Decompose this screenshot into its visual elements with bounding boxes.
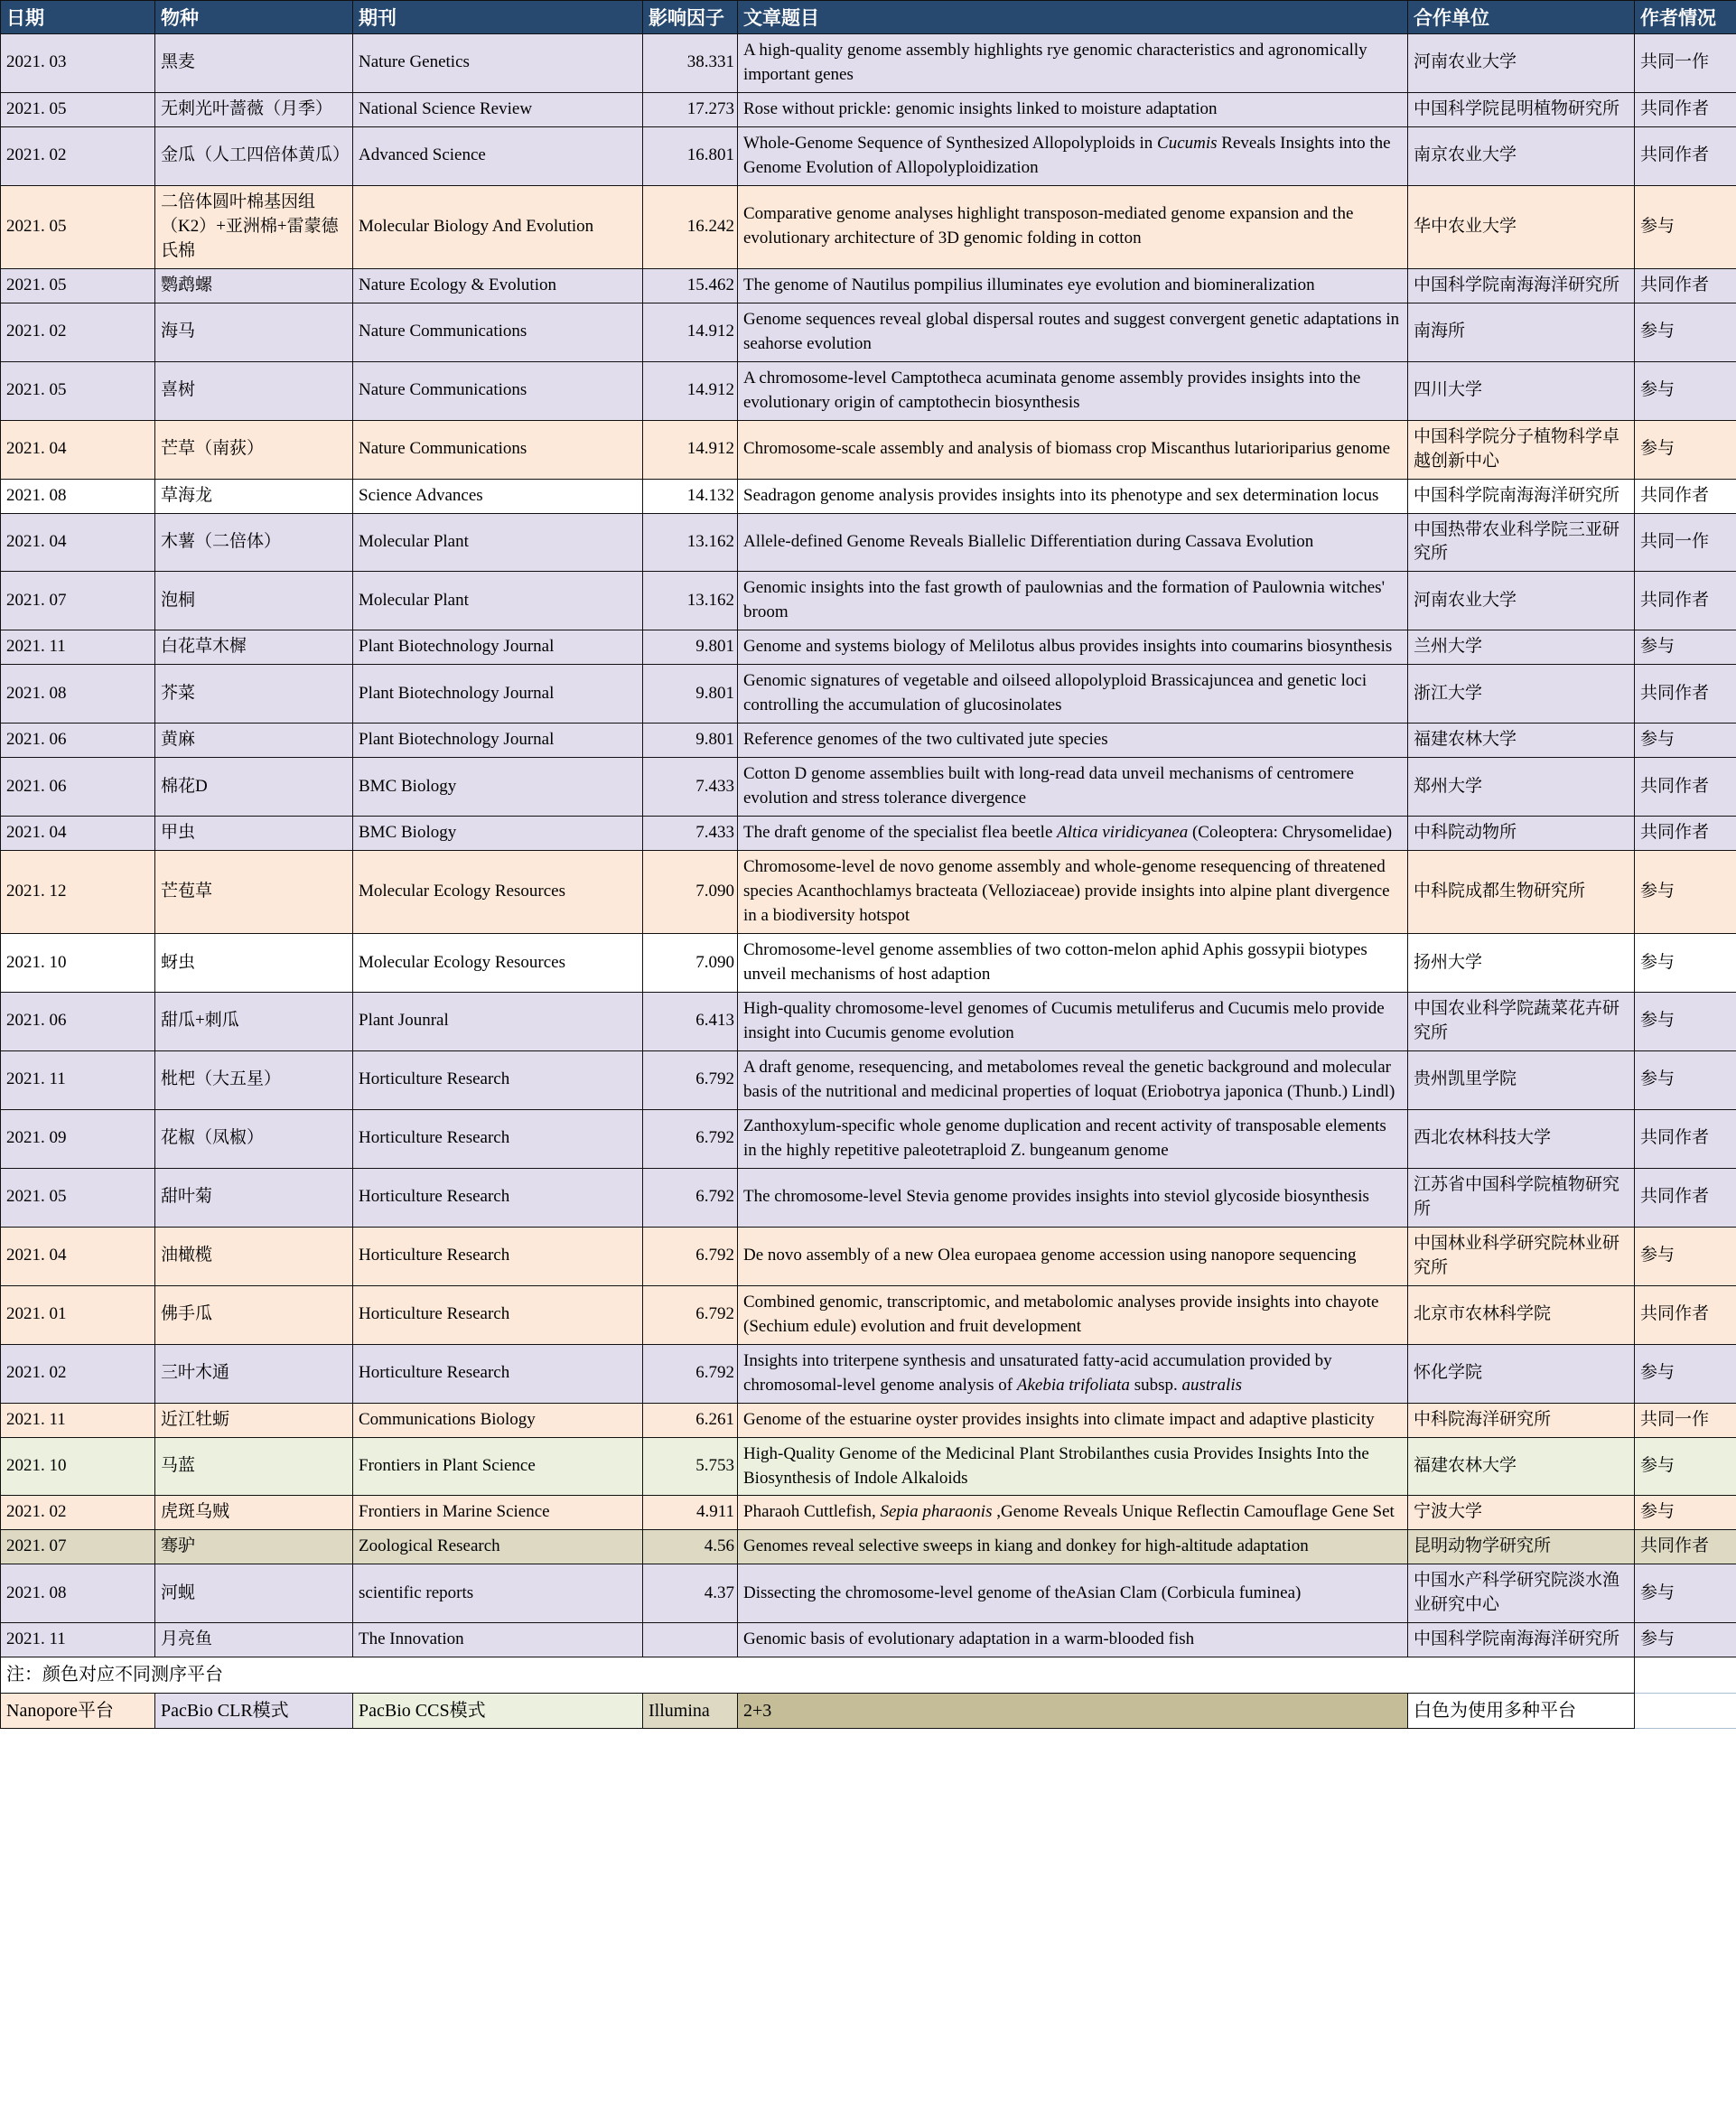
- cell-species: 甜瓜+刺瓜: [155, 993, 353, 1051]
- cell-species: 白花草木樨: [155, 630, 353, 665]
- cell-species: 木薯（二倍体）: [155, 513, 353, 572]
- table-row: [1, 1530, 1736, 1564]
- cell-journal: Nature Ecology & Evolution: [353, 268, 643, 303]
- cell-institution: 福建农林大学: [1408, 724, 1635, 758]
- legend-item-pacbio_ccs: PacBio CCS模式: [353, 1693, 643, 1728]
- cell-role: 共同作者: [1635, 1109, 1736, 1168]
- cell-species: 二倍体圆叶棉基因组（K2）+亚洲棉+雷蒙德氏棉: [155, 185, 353, 268]
- cell-title: Chromosome-level genome assemblies of two cotton-melon aphid Aphis gossypii biotypes unveil mechanisms of host adaption: [738, 934, 1408, 993]
- cell-role: 参与: [1635, 630, 1736, 665]
- empty-corner-cell: [1635, 1657, 1736, 1693]
- cell-role: 参与: [1635, 934, 1736, 993]
- cell-date: 2021. 02: [1, 303, 155, 361]
- cell-species: 黑麦: [155, 34, 353, 93]
- cell-date: 2021. 04: [1, 1227, 155, 1285]
- cell-date: 2021. 12: [1, 851, 155, 934]
- table-row: [1, 268, 1736, 303]
- cell-date: 2021. 11: [1, 630, 155, 665]
- cell-role: 共同作者: [1635, 268, 1736, 303]
- cell-title: Genome and systems biology of Melilotus albus provides insights into coumarins biosynthesis: [738, 630, 1408, 665]
- cell-species: 油橄榄: [155, 1227, 353, 1285]
- cell-impact-factor: 7.090: [643, 934, 738, 993]
- cell-date: 2021. 11: [1, 1050, 155, 1109]
- cell-institution: 南海所: [1408, 303, 1635, 361]
- cell-role: 共同一作: [1635, 34, 1736, 93]
- cell-date: 2021. 02: [1, 1496, 155, 1530]
- cell-title: Seadragon genome analysis provides insights into its phenotype and sex determination locus: [738, 479, 1408, 513]
- table-body: [1, 34, 1736, 1657]
- cell-species: 骞驴: [155, 1530, 353, 1564]
- table-row: [1, 34, 1736, 93]
- cell-title: Pharaoh Cuttlefish, Sepia pharaonis ,Genome Reveals Unique Reflectin Camouflage Gene Set: [738, 1496, 1408, 1530]
- table-row: [1, 817, 1736, 851]
- cell-title: De novo assembly of a new Olea europaea genome accession using nanopore sequencing: [738, 1227, 1408, 1285]
- cell-role: 参与: [1635, 1623, 1736, 1657]
- cell-title: Insights into triterpene synthesis and unsaturated fatty-acid accumulation provided by chromosomal-level genome analysis of Akebia trifoliata subsp. australis: [738, 1344, 1408, 1403]
- cell-species: 月亮鱼: [155, 1623, 353, 1657]
- table-row: [1, 1564, 1736, 1623]
- cell-date: 2021. 05: [1, 1168, 155, 1227]
- cell-journal: Plant Biotechnology Journal: [353, 724, 643, 758]
- cell-journal: Molecular Plant: [353, 513, 643, 572]
- cell-impact-factor: 7.433: [643, 758, 738, 817]
- cell-title: Genome sequences reveal global dispersal routes and suggest convergent genetic adaptations in seahorse evolution: [738, 303, 1408, 361]
- cell-role: 参与: [1635, 1344, 1736, 1403]
- table-row: [1, 665, 1736, 724]
- cell-role: 参与: [1635, 185, 1736, 268]
- cell-role: 共同作者: [1635, 1530, 1736, 1564]
- cell-journal: The Innovation: [353, 1623, 643, 1657]
- column-header-title: 文章题目: [738, 1, 1408, 34]
- cell-date: 2021. 04: [1, 513, 155, 572]
- column-header-institution: 合作单位: [1408, 1, 1635, 34]
- cell-role: 共同一作: [1635, 1403, 1736, 1437]
- cell-date: 2021. 10: [1, 934, 155, 993]
- cell-species: 鹦鹉螺: [155, 268, 353, 303]
- cell-institution: 怀化学院: [1408, 1344, 1635, 1403]
- cell-journal: Molecular Ecology Resources: [353, 851, 643, 934]
- cell-journal: Science Advances: [353, 479, 643, 513]
- cell-species: 虎斑乌贼: [155, 1496, 353, 1530]
- cell-institution: 福建农林大学: [1408, 1437, 1635, 1496]
- cell-species: 金瓜（人工四倍体黄瓜）: [155, 126, 353, 185]
- table-row: [1, 126, 1736, 185]
- cell-role: 共同作者: [1635, 665, 1736, 724]
- table-row: [1, 993, 1736, 1051]
- cell-impact-factor: 9.801: [643, 724, 738, 758]
- cell-institution: 兰州大学: [1408, 630, 1635, 665]
- cell-date: 2021. 08: [1, 1564, 155, 1623]
- cell-impact-factor: 15.462: [643, 268, 738, 303]
- note-row: [1, 1657, 1736, 1693]
- table-row: [1, 851, 1736, 934]
- cell-species: 芒苞草: [155, 851, 353, 934]
- cell-journal: Plant Biotechnology Journal: [353, 630, 643, 665]
- table-row: [1, 934, 1736, 993]
- cell-journal: Plant Jounral: [353, 993, 643, 1051]
- cell-institution: 昆明动物学研究所: [1408, 1530, 1635, 1564]
- cell-institution: 扬州大学: [1408, 934, 1635, 993]
- cell-institution: 中国热带农业科学院三亚研究所: [1408, 513, 1635, 572]
- table-row: [1, 513, 1736, 572]
- cell-role: 共同作者: [1635, 1285, 1736, 1344]
- cell-impact-factor: 14.132: [643, 479, 738, 513]
- cell-impact-factor: 16.801: [643, 126, 738, 185]
- note-text: 注：颜色对应不同测序平台: [1, 1657, 1635, 1693]
- cell-role: 共同作者: [1635, 572, 1736, 630]
- cell-species: 佛手瓜: [155, 1285, 353, 1344]
- cell-impact-factor: 6.792: [643, 1285, 738, 1344]
- cell-role: 参与: [1635, 1437, 1736, 1496]
- cell-institution: 西北农林科技大学: [1408, 1109, 1635, 1168]
- cell-title: Allele-defined Genome Reveals Biallelic Differentiation during Cassava Evolution: [738, 513, 1408, 572]
- cell-institution: 中国科学院南海海洋研究所: [1408, 1623, 1635, 1657]
- cell-date: 2021. 05: [1, 361, 155, 420]
- cell-journal: Horticulture Research: [353, 1344, 643, 1403]
- cell-date: 2021. 04: [1, 817, 155, 851]
- cell-impact-factor: 7.433: [643, 817, 738, 851]
- cell-date: 2021. 04: [1, 420, 155, 479]
- cell-institution: 北京市农林科学院: [1408, 1285, 1635, 1344]
- cell-institution: 河南农业大学: [1408, 572, 1635, 630]
- legend-row: [1, 1693, 1736, 1728]
- table-row: [1, 303, 1736, 361]
- cell-date: 2021. 10: [1, 1437, 155, 1496]
- cell-title: High-quality chromosome-level genomes of Cucumis metuliferus and Cucumis melo provide insight into Cucumis genome evolution: [738, 993, 1408, 1051]
- cell-title: Whole-Genome Sequence of Synthesized Allopolyploids in Cucumis Reveals Insights into the Genome Evolution of Allopolyploidization: [738, 126, 1408, 185]
- cell-species: 无刺光叶蔷薇（月季）: [155, 92, 353, 126]
- cell-species: 蚜虫: [155, 934, 353, 993]
- table-row: [1, 1623, 1736, 1657]
- cell-impact-factor: 9.801: [643, 665, 738, 724]
- column-header-species: 物种: [155, 1, 353, 34]
- cell-role: 共同作者: [1635, 817, 1736, 851]
- table-row: [1, 1496, 1736, 1530]
- cell-institution: 中科院成都生物研究所: [1408, 851, 1635, 934]
- cell-role: 参与: [1635, 361, 1736, 420]
- cell-journal: Nature Genetics: [353, 34, 643, 93]
- cell-date: 2021. 11: [1, 1623, 155, 1657]
- cell-date: 2021. 11: [1, 1403, 155, 1437]
- cell-journal: Molecular Biology And Evolution: [353, 185, 643, 268]
- cell-date: 2021. 06: [1, 724, 155, 758]
- cell-role: 参与: [1635, 1227, 1736, 1285]
- cell-journal: Molecular Ecology Resources: [353, 934, 643, 993]
- cell-impact-factor: [643, 1623, 738, 1657]
- cell-species: 甲虫: [155, 817, 353, 851]
- cell-institution: 中国林业科学研究院林业研究所: [1408, 1227, 1635, 1285]
- cell-title: Comparative genome analyses highlight transposon-mediated genome expansion and the evolutionary architecture of 3D genomic folding in cotton: [738, 185, 1408, 268]
- cell-role: 参与: [1635, 1564, 1736, 1623]
- cell-institution: 中国科学院南海海洋研究所: [1408, 268, 1635, 303]
- cell-date: 2021. 09: [1, 1109, 155, 1168]
- cell-species: 马蓝: [155, 1437, 353, 1496]
- table-row: [1, 724, 1736, 758]
- cell-journal: Communications Biology: [353, 1403, 643, 1437]
- cell-impact-factor: 6.413: [643, 993, 738, 1051]
- cell-title: Dissecting the chromosome-level genome of theAsian Clam (Corbicula fuminea): [738, 1564, 1408, 1623]
- cell-institution: 中国科学院昆明植物研究所: [1408, 92, 1635, 126]
- cell-journal: scientific reports: [353, 1564, 643, 1623]
- legend-item-multiple: 白色为使用多种平台: [1408, 1693, 1635, 1728]
- table-row: [1, 1344, 1736, 1403]
- cell-journal: Frontiers in Plant Science: [353, 1437, 643, 1496]
- cell-date: 2021. 05: [1, 268, 155, 303]
- cell-journal: Horticulture Research: [353, 1227, 643, 1285]
- cell-journal: Molecular Plant: [353, 572, 643, 630]
- cell-institution: 中国农业科学院蔬菜花卉研究所: [1408, 993, 1635, 1051]
- cell-role: 参与: [1635, 724, 1736, 758]
- cell-species: 喜树: [155, 361, 353, 420]
- cell-role: 共同作者: [1635, 479, 1736, 513]
- cell-title: The draft genome of the specialist flea beetle Altica viridicyanea (Coleoptera: Chrysomelidae): [738, 817, 1408, 851]
- cell-impact-factor: 6.261: [643, 1403, 738, 1437]
- cell-institution: 中科院海洋研究所: [1408, 1403, 1635, 1437]
- cell-journal: BMC Biology: [353, 758, 643, 817]
- cell-date: 2021. 08: [1, 665, 155, 724]
- table-row: [1, 420, 1736, 479]
- cell-impact-factor: 6.792: [643, 1050, 738, 1109]
- cell-institution: 浙江大学: [1408, 665, 1635, 724]
- cell-title: The genome of Nautilus pompilius illuminates eye evolution and biomineralization: [738, 268, 1408, 303]
- cell-role: 参与: [1635, 420, 1736, 479]
- cell-institution: 中国水产科学研究院淡水渔业研究中心: [1408, 1564, 1635, 1623]
- cell-date: 2021. 05: [1, 92, 155, 126]
- empty-corner-cell: [1635, 1693, 1736, 1728]
- table-header-row: [1, 1, 1736, 34]
- cell-journal: Frontiers in Marine Science: [353, 1496, 643, 1530]
- cell-title: High-Quality Genome of the Medicinal Plant Strobilanthes cusia Provides Insights Into the Biosynthesis of Indole Alkaloids: [738, 1437, 1408, 1496]
- cell-impact-factor: 16.242: [643, 185, 738, 268]
- cell-impact-factor: 14.912: [643, 361, 738, 420]
- cell-date: 2021. 06: [1, 993, 155, 1051]
- legend-item-pacbio_clr: PacBio CLR模式: [155, 1693, 353, 1728]
- cell-species: 海马: [155, 303, 353, 361]
- cell-journal: BMC Biology: [353, 817, 643, 851]
- cell-title: Rose without prickle: genomic insights linked to moisture adaptation: [738, 92, 1408, 126]
- cell-impact-factor: 6.792: [643, 1168, 738, 1227]
- cell-journal: National Science Review: [353, 92, 643, 126]
- cell-institution: 贵州凯里学院: [1408, 1050, 1635, 1109]
- cell-institution: 郑州大学: [1408, 758, 1635, 817]
- cell-institution: 中国科学院南海海洋研究所: [1408, 479, 1635, 513]
- cell-role: 参与: [1635, 1050, 1736, 1109]
- cell-impact-factor: 6.792: [643, 1344, 738, 1403]
- table-row: [1, 185, 1736, 268]
- cell-date: 2021. 08: [1, 479, 155, 513]
- cell-role: 参与: [1635, 1496, 1736, 1530]
- cell-institution: 南京农业大学: [1408, 126, 1635, 185]
- cell-institution: 河南农业大学: [1408, 34, 1635, 93]
- cell-date: 2021. 07: [1, 572, 155, 630]
- cell-impact-factor: 5.753: [643, 1437, 738, 1496]
- table-row: [1, 630, 1736, 665]
- cell-journal: Nature Communications: [353, 361, 643, 420]
- cell-species: 泡桐: [155, 572, 353, 630]
- cell-title: Reference genomes of the two cultivated jute species: [738, 724, 1408, 758]
- column-header-journal: 期刊: [353, 1, 643, 34]
- cell-species: 芒草（南荻）: [155, 420, 353, 479]
- cell-journal: Nature Communications: [353, 303, 643, 361]
- cell-journal: Horticulture Research: [353, 1109, 643, 1168]
- table-row: [1, 1109, 1736, 1168]
- table-row: [1, 1285, 1736, 1344]
- cell-journal: Horticulture Research: [353, 1168, 643, 1227]
- cell-species: 黄麻: [155, 724, 353, 758]
- legend-item-hybrid_2_3: 2+3: [738, 1693, 1408, 1728]
- column-header-role: 作者情况: [1635, 1, 1736, 34]
- cell-title: Cotton D genome assemblies built with long-read data unveil mechanisms of centromere evolution and stress tolerance divergence: [738, 758, 1408, 817]
- cell-date: 2021. 07: [1, 1530, 155, 1564]
- cell-role: 共同作者: [1635, 758, 1736, 817]
- table-row: [1, 1050, 1736, 1109]
- cell-impact-factor: 13.162: [643, 572, 738, 630]
- table-row: [1, 1403, 1736, 1437]
- cell-date: 2021. 03: [1, 34, 155, 93]
- cell-institution: 四川大学: [1408, 361, 1635, 420]
- table-row: [1, 1227, 1736, 1285]
- cell-title: Genomic signatures of vegetable and oilseed allopolyploid Brassicajuncea and genetic loci controlling the accumulation of glucosinolates: [738, 665, 1408, 724]
- table-row: [1, 1437, 1736, 1496]
- cell-role: 共同作者: [1635, 92, 1736, 126]
- cell-impact-factor: 9.801: [643, 630, 738, 665]
- cell-role: 共同作者: [1635, 126, 1736, 185]
- cell-impact-factor: 4.37: [643, 1564, 738, 1623]
- table-row: [1, 479, 1736, 513]
- cell-role: 参与: [1635, 851, 1736, 934]
- legend-item-illumina: Illumina: [643, 1693, 738, 1728]
- cell-title: A draft genome, resequencing, and metabolomes reveal the genetic background and molecular basis of the nutritional and medicinal properties of loquat (Eriobotrya japonica (Thunb.) Lindl): [738, 1050, 1408, 1109]
- cell-role: 共同一作: [1635, 513, 1736, 572]
- cell-species: 花椒（凤椒）: [155, 1109, 353, 1168]
- cell-role: 共同作者: [1635, 1168, 1736, 1227]
- cell-role: 参与: [1635, 303, 1736, 361]
- cell-journal: Horticulture Research: [353, 1050, 643, 1109]
- cell-date: 2021. 06: [1, 758, 155, 817]
- cell-species: 近江牡蛎: [155, 1403, 353, 1437]
- column-header-date: 日期: [1, 1, 155, 34]
- cell-date: 2021. 01: [1, 1285, 155, 1344]
- cell-institution: 江苏省中国科学院植物研究所: [1408, 1168, 1635, 1227]
- cell-journal: Zoological Research: [353, 1530, 643, 1564]
- cell-journal: Plant Biotechnology Journal: [353, 665, 643, 724]
- cell-species: 芥菜: [155, 665, 353, 724]
- cell-institution: 中科院动物所: [1408, 817, 1635, 851]
- cell-journal: Nature Communications: [353, 420, 643, 479]
- cell-journal: Advanced Science: [353, 126, 643, 185]
- cell-impact-factor: 4.911: [643, 1496, 738, 1530]
- cell-title: Genome of the estuarine oyster provides insights into climate impact and adaptive plasticity: [738, 1403, 1408, 1437]
- cell-institution: 宁波大学: [1408, 1496, 1635, 1530]
- cell-impact-factor: 38.331: [643, 34, 738, 93]
- column-header-impact-factor: 影响因子: [643, 1, 738, 34]
- cell-species: 枇杷（大五星）: [155, 1050, 353, 1109]
- cell-impact-factor: 6.792: [643, 1227, 738, 1285]
- legend-item-nanopore: Nanopore平台: [1, 1693, 155, 1728]
- cell-title: Chromosome-scale assembly and analysis of biomass crop Miscanthus lutarioriparius genome: [738, 420, 1408, 479]
- cell-title: Combined genomic, transcriptomic, and metabolomic analyses provide insights into chayote (Sechium edule) evolution and fruit development: [738, 1285, 1408, 1344]
- cell-title: Genomic insights into the fast growth of paulownias and the formation of Paulownia witches' broom: [738, 572, 1408, 630]
- cell-species: 棉花D: [155, 758, 353, 817]
- cell-impact-factor: 13.162: [643, 513, 738, 572]
- cell-title: The chromosome-level Stevia genome provides insights into steviol glycoside biosynthesis: [738, 1168, 1408, 1227]
- cell-title: Zanthoxylum-specific whole genome duplication and recent activity of transposable elements in the highly repetitive paleotetraploid Z. bungeanum genome: [738, 1109, 1408, 1168]
- cell-impact-factor: 7.090: [643, 851, 738, 934]
- cell-impact-factor: 4.56: [643, 1530, 738, 1564]
- table-row: [1, 758, 1736, 817]
- cell-impact-factor: 6.792: [643, 1109, 738, 1168]
- table-row: [1, 92, 1736, 126]
- cell-species: 三叶木通: [155, 1344, 353, 1403]
- table-row: [1, 572, 1736, 630]
- cell-journal: Horticulture Research: [353, 1285, 643, 1344]
- cell-title: A chromosome-level Camptotheca acuminata genome assembly provides insights into the evolutionary origin of camptothecin biosynthesis: [738, 361, 1408, 420]
- cell-title: A high-quality genome assembly highlights rye genomic characteristics and agronomically important genes: [738, 34, 1408, 93]
- cell-date: 2021. 05: [1, 185, 155, 268]
- cell-impact-factor: 14.912: [643, 303, 738, 361]
- table-row: [1, 1168, 1736, 1227]
- cell-impact-factor: 14.912: [643, 420, 738, 479]
- cell-date: 2021. 02: [1, 126, 155, 185]
- cell-species: 草海龙: [155, 479, 353, 513]
- cell-institution: 中国科学院分子植物科学卓越创新中心: [1408, 420, 1635, 479]
- cell-role: 参与: [1635, 993, 1736, 1051]
- table-row: [1, 361, 1736, 420]
- cell-date: 2021. 02: [1, 1344, 155, 1403]
- cell-title: Genomic basis of evolutionary adaptation in a warm-blooded fish: [738, 1623, 1408, 1657]
- cell-species: 甜叶菊: [155, 1168, 353, 1227]
- cell-species: 河蚬: [155, 1564, 353, 1623]
- cell-institution: 华中农业大学: [1408, 185, 1635, 268]
- cell-title: Chromosome-level de novo genome assembly and whole-genome resequencing of threatened species Acanthochlamys bracteata (Velloziaceae) provide insights into alpine plant divergence in a biodiversity hotspot: [738, 851, 1408, 934]
- cell-impact-factor: 17.273: [643, 92, 738, 126]
- cell-title: Genomes reveal selective sweeps in kiang and donkey for high-altitude adaptation: [738, 1530, 1408, 1564]
